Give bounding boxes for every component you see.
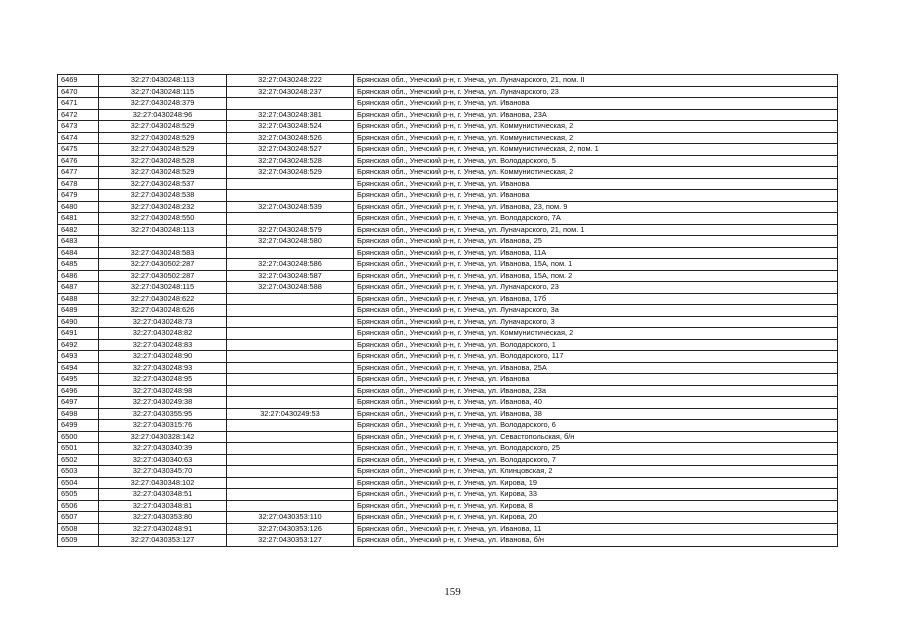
cadastral-number-cell: 32:27:0430315:76 (99, 420, 227, 432)
table-row (58, 362, 838, 374)
table-row (58, 98, 838, 110)
table-row (58, 144, 838, 156)
parent-cadastral-number-cell (227, 351, 354, 363)
address-cell: Брянская обл., Унечский р-н, г. Унеча, ул. Луначарского, 21, пом. 1 (354, 224, 838, 236)
parent-cadastral-number-cell: 32:27:0430248:381 (227, 109, 354, 121)
row-number-cell: 6472 (58, 109, 99, 121)
cadastral-number-cell: 32:27:0430248:98 (99, 385, 227, 397)
cadastral-table (57, 74, 838, 547)
parent-cadastral-number-cell (227, 385, 354, 397)
parent-cadastral-number-cell: 32:27:0430248:588 (227, 282, 354, 294)
cadastral-number-cell: 32:27:0430248:95 (99, 374, 227, 386)
parent-cadastral-number-cell (227, 374, 354, 386)
cadastral-number-cell: 32:27:0430345:70 (99, 466, 227, 478)
parent-cadastral-number-cell: 32:27:0430353:127 (227, 535, 354, 547)
address-cell: Брянская обл., Унечский р-н, г. Унеча, ул. Коммунистическая, 2 (354, 121, 838, 133)
cadastral-number-cell: 32:27:0430248:626 (99, 305, 227, 317)
parent-cadastral-number-cell: 32:27:0430248:222 (227, 75, 354, 87)
table-row (58, 535, 838, 547)
cadastral-number-cell (99, 236, 227, 248)
cadastral-number-cell: 32:27:0430248:83 (99, 339, 227, 351)
table-row (58, 454, 838, 466)
cadastral-number-cell: 32:27:0430248:91 (99, 523, 227, 535)
parent-cadastral-number-cell: 32:27:0430249:53 (227, 408, 354, 420)
address-cell: Брянская обл., Унечский р-н, г. Унеча, ул. Иванова, 38 (354, 408, 838, 420)
address-cell: Брянская обл., Унечский р-н, г. Унеча, ул. Иванова, 11 (354, 523, 838, 535)
row-number-cell: 6475 (58, 144, 99, 156)
table-row (58, 259, 838, 271)
table-row (58, 305, 838, 317)
table-row (58, 224, 838, 236)
cadastral-number-cell: 32:27:0430248:529 (99, 144, 227, 156)
cadastral-number-cell: 32:27:0430348:81 (99, 500, 227, 512)
row-number-cell: 6474 (58, 132, 99, 144)
table-row (58, 443, 838, 455)
address-cell: Брянская обл., Унечский р-н, г. Унеча, ул. Кирова, 20 (354, 512, 838, 524)
table-row (58, 86, 838, 98)
page-number: 159 (444, 586, 461, 598)
row-number-cell: 6509 (58, 535, 99, 547)
cadastral-number-cell: 32:27:0430248:93 (99, 362, 227, 374)
cadastral-number-cell: 32:27:0430248:113 (99, 224, 227, 236)
cadastral-number-cell: 32:27:0430248:528 (99, 155, 227, 167)
parent-cadastral-number-cell (227, 466, 354, 478)
table-row (58, 351, 838, 363)
row-number-cell: 6493 (58, 351, 99, 363)
cadastral-number-cell: 32:27:0430340:39 (99, 443, 227, 455)
table-row (58, 190, 838, 202)
address-cell: Брянская обл., Унечский р-н, г. Унеча, ул. Иванова, 15А, пом. 2 (354, 270, 838, 282)
cadastral-number-cell: 32:27:0430248:583 (99, 247, 227, 259)
cadastral-number-cell: 32:27:0430355:95 (99, 408, 227, 420)
table-row (58, 213, 838, 225)
address-cell: Брянская обл., Унечский р-н, г. Унеча, ул. Володарского, 25 (354, 443, 838, 455)
parent-cadastral-number-cell (227, 397, 354, 409)
address-cell: Брянская обл., Унечский р-н, г. Унеча, ул. Луначарского, 23 (354, 282, 838, 294)
cadastral-number-cell: 32:27:0430353:127 (99, 535, 227, 547)
parent-cadastral-number-cell (227, 328, 354, 340)
parent-cadastral-number-cell: 32:27:0430248:527 (227, 144, 354, 156)
table-row (58, 489, 838, 501)
row-number-cell: 6486 (58, 270, 99, 282)
parent-cadastral-number-cell: 32:27:0430248:528 (227, 155, 354, 167)
address-cell: Брянская обл., Унечский р-н, г. Унеча, ул. Кирова, 8 (354, 500, 838, 512)
row-number-cell: 6502 (58, 454, 99, 466)
address-cell: Брянская обл., Унечский р-н, г. Унеча, ул. Иванова, 23А (354, 109, 838, 121)
parent-cadastral-number-cell (227, 362, 354, 374)
table-row (58, 121, 838, 133)
table-row (58, 132, 838, 144)
cadastral-number-cell: 32:27:0430248:379 (99, 98, 227, 110)
row-number-cell: 6496 (58, 385, 99, 397)
parent-cadastral-number-cell: 32:27:0430248:529 (227, 167, 354, 179)
address-cell: Брянская обл., Унечский р-н, г. Унеча, ул. Володарского, 117 (354, 351, 838, 363)
row-number-cell: 6487 (58, 282, 99, 294)
address-cell: Брянская обл., Унечский р-н, г. Унеча, ул. Луначарского, 23 (354, 86, 838, 98)
address-cell: Брянская обл., Унечский р-н, г. Унеча, ул. Володарского, 7 (354, 454, 838, 466)
parent-cadastral-number-cell: 32:27:0430248:586 (227, 259, 354, 271)
cadastral-number-cell: 32:27:0430248:82 (99, 328, 227, 340)
cadastral-number-cell: 32:27:0430348:102 (99, 477, 227, 489)
cadastral-number-cell: 32:27:0430248:529 (99, 167, 227, 179)
address-cell: Брянская обл., Унечский р-н, г. Унеча, ул. Коммунистическая, 2 (354, 167, 838, 179)
row-number-cell: 6482 (58, 224, 99, 236)
parent-cadastral-number-cell (227, 477, 354, 489)
table-row (58, 500, 838, 512)
row-number-cell: 6488 (58, 293, 99, 305)
row-number-cell: 6469 (58, 75, 99, 87)
parent-cadastral-number-cell: 32:27:0430248:237 (227, 86, 354, 98)
row-number-cell: 6492 (58, 339, 99, 351)
row-number-cell: 6485 (58, 259, 99, 271)
address-cell: Брянская обл., Унечский р-н, г. Унеча, ул. Клинцовская, 2 (354, 466, 838, 478)
parent-cadastral-number-cell: 32:27:0430248:587 (227, 270, 354, 282)
address-cell: Брянская обл., Унечский р-н, г. Унеча, ул. Иванова (354, 374, 838, 386)
parent-cadastral-number-cell (227, 190, 354, 202)
address-cell: Брянская обл., Унечский р-н, г. Унеча, ул. Кирова, 19 (354, 477, 838, 489)
cadastral-number-cell: 32:27:0430248:90 (99, 351, 227, 363)
table-row (58, 167, 838, 179)
address-cell: Брянская обл., Унечский р-н, г. Унеча, ул. Коммунистическая, 2, пом. 1 (354, 144, 838, 156)
row-number-cell: 6504 (58, 477, 99, 489)
cadastral-number-cell: 32:27:0430328:142 (99, 431, 227, 443)
parent-cadastral-number-cell (227, 454, 354, 466)
address-cell: Брянская обл., Унечский р-н, г. Унеча, ул. Иванова, 40 (354, 397, 838, 409)
address-cell: Брянская обл., Унечский р-н, г. Унеча, ул. Кирова, 33 (354, 489, 838, 501)
table-row (58, 339, 838, 351)
table-row (58, 201, 838, 213)
row-number-cell: 6483 (58, 236, 99, 248)
table-row (58, 282, 838, 294)
parent-cadastral-number-cell (227, 305, 354, 317)
parent-cadastral-number-cell (227, 247, 354, 259)
row-number-cell: 6506 (58, 500, 99, 512)
parent-cadastral-number-cell (227, 443, 354, 455)
table-row (58, 155, 838, 167)
row-number-cell: 6505 (58, 489, 99, 501)
row-number-cell: 6498 (58, 408, 99, 420)
table-row (58, 75, 838, 87)
address-cell: Брянская обл., Унечский р-н, г. Унеча, ул. Иванова, 25А (354, 362, 838, 374)
parent-cadastral-number-cell (227, 500, 354, 512)
parent-cadastral-number-cell (227, 293, 354, 305)
address-cell: Брянская обл., Унечский р-н, г. Унеча, ул. Иванова, 11А (354, 247, 838, 259)
row-number-cell: 6490 (58, 316, 99, 328)
table-row (58, 466, 838, 478)
address-cell: Брянская обл., Унечский р-н, г. Унеча, ул. Володарского, 1 (354, 339, 838, 351)
address-cell: Брянская обл., Унечский р-н, г. Унеча, ул. Иванова, 15А, пом. 1 (354, 259, 838, 271)
cadastral-number-cell: 32:27:0430248:115 (99, 86, 227, 98)
cadastral-number-cell: 32:27:0430248:73 (99, 316, 227, 328)
address-cell: Брянская обл., Унечский р-н, г. Унеча, ул. Иванова (354, 178, 838, 190)
address-cell: Брянская обл., Унечский р-н, г. Унеча, ул. Володарского, 6 (354, 420, 838, 432)
cadastral-number-cell: 32:27:0430248:232 (99, 201, 227, 213)
parent-cadastral-number-cell: 32:27:0430248:580 (227, 236, 354, 248)
address-cell: Брянская обл., Унечский р-н, г. Унеча, ул. Луначарского, 21, пом. II (354, 75, 838, 87)
cadastral-number-cell: 32:27:0430248:96 (99, 109, 227, 121)
address-cell: Брянская обл., Унечский р-н, г. Унеча, ул. Иванова, 23а (354, 385, 838, 397)
table-row (58, 293, 838, 305)
parent-cadastral-number-cell (227, 489, 354, 501)
table-row (58, 328, 838, 340)
table-row (58, 431, 838, 443)
table-row (58, 512, 838, 524)
row-number-cell: 6479 (58, 190, 99, 202)
address-cell: Брянская обл., Унечский р-н, г. Унеча, ул. Иванова, 23, пом. 9 (354, 201, 838, 213)
row-number-cell: 6494 (58, 362, 99, 374)
cadastral-number-cell: 32:27:0430348:51 (99, 489, 227, 501)
address-cell: Брянская обл., Унечский р-н, г. Унеча, ул. Иванова (354, 98, 838, 110)
cadastral-number-cell: 32:27:0430248:529 (99, 121, 227, 133)
row-number-cell: 6484 (58, 247, 99, 259)
parent-cadastral-number-cell: 32:27:0430248:539 (227, 201, 354, 213)
cadastral-table-body (58, 75, 838, 547)
row-number-cell: 6499 (58, 420, 99, 432)
cadastral-number-cell: 32:27:0430248:622 (99, 293, 227, 305)
cadastral-number-cell: 32:27:0430248:529 (99, 132, 227, 144)
parent-cadastral-number-cell (227, 213, 354, 225)
table-row (58, 408, 838, 420)
row-number-cell: 6500 (58, 431, 99, 443)
parent-cadastral-number-cell: 32:27:0430248:524 (227, 121, 354, 133)
parent-cadastral-number-cell (227, 431, 354, 443)
parent-cadastral-number-cell (227, 420, 354, 432)
cadastral-number-cell: 32:27:0430248:115 (99, 282, 227, 294)
table-row (58, 178, 838, 190)
parent-cadastral-number-cell: 32:27:0430248:526 (227, 132, 354, 144)
row-number-cell: 6470 (58, 86, 99, 98)
table-row (58, 236, 838, 248)
row-number-cell: 6476 (58, 155, 99, 167)
cadastral-number-cell: 32:27:0430502:287 (99, 270, 227, 282)
row-number-cell: 6501 (58, 443, 99, 455)
cadastral-number-cell: 32:27:0430248:537 (99, 178, 227, 190)
table-row (58, 385, 838, 397)
row-number-cell: 6495 (58, 374, 99, 386)
row-number-cell: 6478 (58, 178, 99, 190)
table-row (58, 523, 838, 535)
table-row (58, 247, 838, 259)
table-row (58, 420, 838, 432)
address-cell: Брянская обл., Унечский р-н, г. Унеча, ул. Иванова, б/н (354, 535, 838, 547)
table-row (58, 270, 838, 282)
row-number-cell: 6508 (58, 523, 99, 535)
address-cell: Брянская обл., Унечский р-н, г. Унеча, ул. Иванова, 25 (354, 236, 838, 248)
cadastral-number-cell: 32:27:0430340:63 (99, 454, 227, 466)
parent-cadastral-number-cell (227, 339, 354, 351)
cadastral-number-cell: 32:27:0430248:550 (99, 213, 227, 225)
address-cell: Брянская обл., Унечский р-н, г. Унеча, ул. Коммунистическая, 2 (354, 328, 838, 340)
parent-cadastral-number-cell: 32:27:0430353:126 (227, 523, 354, 535)
cadastral-number-cell: 32:27:0430353:80 (99, 512, 227, 524)
row-number-cell: 6489 (58, 305, 99, 317)
address-cell: Брянская обл., Унечский р-н, г. Унеча, ул. Иванова, 17б (354, 293, 838, 305)
parent-cadastral-number-cell (227, 98, 354, 110)
row-number-cell: 6503 (58, 466, 99, 478)
row-number-cell: 6473 (58, 121, 99, 133)
row-number-cell: 6507 (58, 512, 99, 524)
row-number-cell: 6491 (58, 328, 99, 340)
row-number-cell: 6477 (58, 167, 99, 179)
address-cell: Брянская обл., Унечский р-н, г. Унеча, ул. Иванова (354, 190, 838, 202)
address-cell: Брянская обл., Унечский р-н, г. Унеча, ул. Коммунистическая, 2 (354, 132, 838, 144)
row-number-cell: 6480 (58, 201, 99, 213)
table-row (58, 477, 838, 489)
row-number-cell: 6497 (58, 397, 99, 409)
cadastral-number-cell: 32:27:0430248:538 (99, 190, 227, 202)
row-number-cell: 6481 (58, 213, 99, 225)
table-row (58, 316, 838, 328)
row-number-cell: 6471 (58, 98, 99, 110)
parent-cadastral-number-cell: 32:27:0430353:110 (227, 512, 354, 524)
parent-cadastral-number-cell: 32:27:0430248:579 (227, 224, 354, 236)
table-row (58, 374, 838, 386)
cadastral-number-cell: 32:27:0430502:287 (99, 259, 227, 271)
table-row (58, 397, 838, 409)
address-cell: Брянская обл., Унечский р-н, г. Унеча, ул. Луначарского, 3а (354, 305, 838, 317)
address-cell: Брянская обл., Унечский р-н, г. Унеча, ул. Луначарского, 3 (354, 316, 838, 328)
parent-cadastral-number-cell (227, 316, 354, 328)
address-cell: Брянская обл., Унечский р-н, г. Унеча, ул. Володарского, 5 (354, 155, 838, 167)
address-cell: Брянская обл., Унечский р-н, г. Унеча, ул. Севастопольская, б/н (354, 431, 838, 443)
cadastral-number-cell: 32:27:0430248:113 (99, 75, 227, 87)
table-row (58, 109, 838, 121)
cadastral-number-cell: 32:27:0430249:38 (99, 397, 227, 409)
address-cell: Брянская обл., Унечский р-н, г. Унеча, ул. Володарского, 7А (354, 213, 838, 225)
parent-cadastral-number-cell (227, 178, 354, 190)
